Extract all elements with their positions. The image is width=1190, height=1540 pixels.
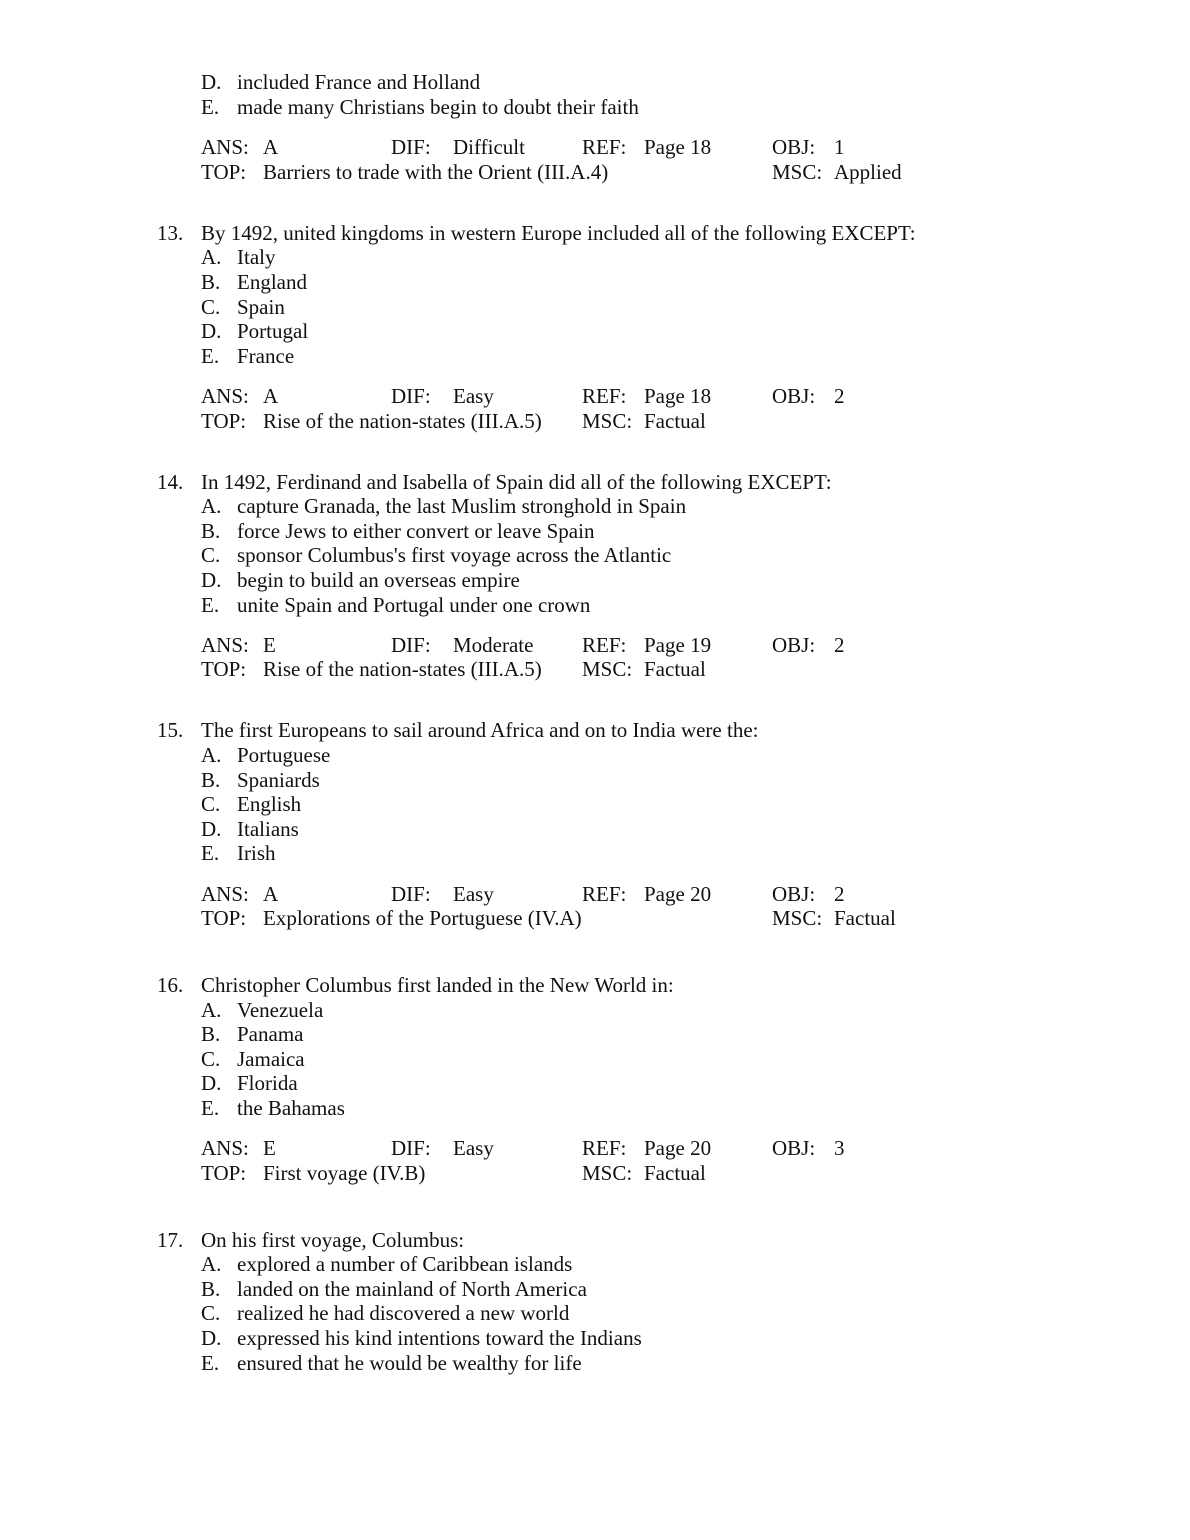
ans-label: ANS:: [201, 1136, 249, 1160]
option-letter: D.: [201, 1326, 222, 1350]
option-text: made many Christians begin to doubt their faith: [237, 95, 639, 119]
option-letter: B.: [201, 768, 221, 792]
option-text: force Jews to either convert or leave Spain: [237, 519, 595, 543]
option-letter: B.: [201, 519, 221, 543]
option-text: Panama: [237, 1022, 304, 1046]
option-letter: C.: [201, 1301, 221, 1325]
top-label: TOP:: [201, 1161, 247, 1185]
option-text: Portuguese: [237, 743, 331, 767]
option-text: Portugal: [237, 319, 309, 343]
option-letter: A.: [201, 494, 222, 518]
option-text: Spain: [237, 295, 285, 319]
obj-value: 2: [834, 384, 845, 408]
ans-label: ANS:: [201, 384, 249, 408]
option-text: expressed his kind intentions toward the Indians: [237, 1326, 642, 1350]
msc-value: Applied: [834, 160, 902, 184]
top-value: Explorations of the Portuguese (IV.A): [263, 906, 582, 930]
question-text: The first Europeans to sail around Africa and on to India were the:: [201, 718, 759, 742]
msc-label: MSC:: [582, 657, 633, 681]
option-letter: E.: [201, 841, 220, 865]
question-number: 14.: [157, 470, 184, 494]
msc-label: MSC:: [582, 1161, 633, 1185]
msc-label: MSC:: [772, 906, 823, 930]
option-letter: D.: [201, 568, 222, 592]
dif-label: DIF:: [391, 135, 431, 159]
option-text: Irish: [237, 841, 276, 865]
ans-value: A: [263, 384, 279, 408]
option-text: included France and Holland: [237, 70, 481, 94]
option-text: sponsor Columbus's first voyage across the Atlantic: [237, 543, 672, 567]
ref-label: REF:: [582, 633, 627, 657]
ref-label: REF:: [582, 384, 627, 408]
obj-value: 1: [834, 135, 845, 159]
option-letter: B.: [201, 1277, 221, 1301]
obj-value: 3: [834, 1136, 845, 1160]
top-label: TOP:: [201, 657, 247, 681]
option-letter: C.: [201, 295, 221, 319]
top-value: Barriers to trade with the Orient (III.A.4): [263, 160, 609, 184]
dif-value: Easy: [453, 882, 494, 906]
obj-label: OBJ:: [772, 135, 816, 159]
option-text: landed on the mainland of North America: [237, 1277, 587, 1301]
ref-value: Page 19: [644, 633, 712, 657]
option-letter: E.: [201, 1096, 220, 1120]
dif-value: Easy: [453, 1136, 494, 1160]
ans-label: ANS:: [201, 135, 249, 159]
ref-value: Page 20: [644, 882, 712, 906]
option-letter: A.: [201, 743, 222, 767]
msc-value: Factual: [644, 409, 706, 433]
dif-label: DIF:: [391, 1136, 431, 1160]
question-text: By 1492, united kingdoms in western Europe included all of the following EXCEPT:: [201, 221, 916, 245]
option-text: Venezuela: [237, 998, 324, 1022]
obj-value: 2: [834, 882, 845, 906]
ref-value: Page 20: [644, 1136, 712, 1160]
dif-label: DIF:: [391, 384, 431, 408]
option-text: Italy: [237, 245, 276, 269]
msc-label: MSC:: [582, 409, 633, 433]
question-text: On his first voyage, Columbus:: [201, 1228, 465, 1252]
option-text: English: [237, 792, 302, 816]
top-label: TOP:: [201, 906, 247, 930]
option-text: the Bahamas: [237, 1096, 345, 1120]
option-text: realized he had discovered a new world: [237, 1301, 570, 1325]
option-text: ensured that he would be wealthy for life: [237, 1351, 582, 1375]
option-letter: B.: [201, 1022, 221, 1046]
dif-label: DIF:: [391, 882, 431, 906]
ans-value: E: [263, 1136, 276, 1160]
option-letter: E.: [201, 1351, 220, 1375]
question-number: 17.: [157, 1228, 184, 1252]
ans-label: ANS:: [201, 633, 249, 657]
option-letter: C.: [201, 543, 221, 567]
question-text: Christopher Columbus first landed in the New World in:: [201, 973, 674, 997]
obj-value: 2: [834, 633, 845, 657]
obj-label: OBJ:: [772, 1136, 816, 1160]
top-label: TOP:: [201, 409, 247, 433]
option-text: capture Granada, the last Muslim stronghold in Spain: [237, 494, 687, 518]
ans-label: ANS:: [201, 882, 249, 906]
ref-label: REF:: [582, 882, 627, 906]
ref-value: Page 18: [644, 384, 712, 408]
option-text: begin to build an overseas empire: [237, 568, 520, 592]
option-text: Florida: [237, 1071, 298, 1095]
ans-value: A: [263, 135, 279, 159]
option-letter: D.: [201, 70, 222, 94]
msc-value: Factual: [834, 906, 896, 930]
option-letter: E.: [201, 593, 220, 617]
msc-value: Factual: [644, 657, 706, 681]
option-letter: C.: [201, 792, 221, 816]
option-letter: D.: [201, 1071, 222, 1095]
option-text: explored a number of Caribbean islands: [237, 1252, 573, 1276]
option-text: unite Spain and Portugal under one crown: [237, 593, 591, 617]
ref-label: REF:: [582, 1136, 627, 1160]
option-letter: C.: [201, 1047, 221, 1071]
obj-label: OBJ:: [772, 882, 816, 906]
ref-label: REF:: [582, 135, 627, 159]
msc-value: Factual: [644, 1161, 706, 1185]
dif-value: Moderate: [453, 633, 534, 657]
option-text: England: [237, 270, 307, 294]
top-value: Rise of the nation-states (III.A.5): [263, 409, 542, 433]
option-letter: A.: [201, 1252, 222, 1276]
option-text: France: [237, 344, 295, 368]
option-text: Spaniards: [237, 768, 320, 792]
option-letter: B.: [201, 270, 221, 294]
option-letter: D.: [201, 319, 222, 343]
top-value: First voyage (IV.B): [263, 1161, 426, 1185]
dif-value: Difficult: [453, 135, 525, 159]
option-letter: E.: [201, 95, 220, 119]
option-letter: E.: [201, 344, 220, 368]
obj-label: OBJ:: [772, 384, 816, 408]
question-number: 15.: [157, 718, 184, 742]
ans-value: E: [263, 633, 276, 657]
option-text: Italians: [237, 817, 299, 841]
ans-value: A: [263, 882, 279, 906]
question-number: 16.: [157, 973, 184, 997]
option-text: Jamaica: [237, 1047, 305, 1071]
option-letter: A.: [201, 998, 222, 1022]
dif-value: Easy: [453, 384, 494, 408]
ref-value: Page 18: [644, 135, 712, 159]
question-text: In 1492, Ferdinand and Isabella of Spain did all of the following EXCEPT:: [201, 470, 832, 494]
option-letter: A.: [201, 245, 222, 269]
question-number: 13.: [157, 221, 184, 245]
option-letter: D.: [201, 817, 222, 841]
obj-label: OBJ:: [772, 633, 816, 657]
top-label: TOP:: [201, 160, 247, 184]
top-value: Rise of the nation-states (III.A.5): [263, 657, 542, 681]
msc-label: MSC:: [772, 160, 823, 184]
dif-label: DIF:: [391, 633, 431, 657]
